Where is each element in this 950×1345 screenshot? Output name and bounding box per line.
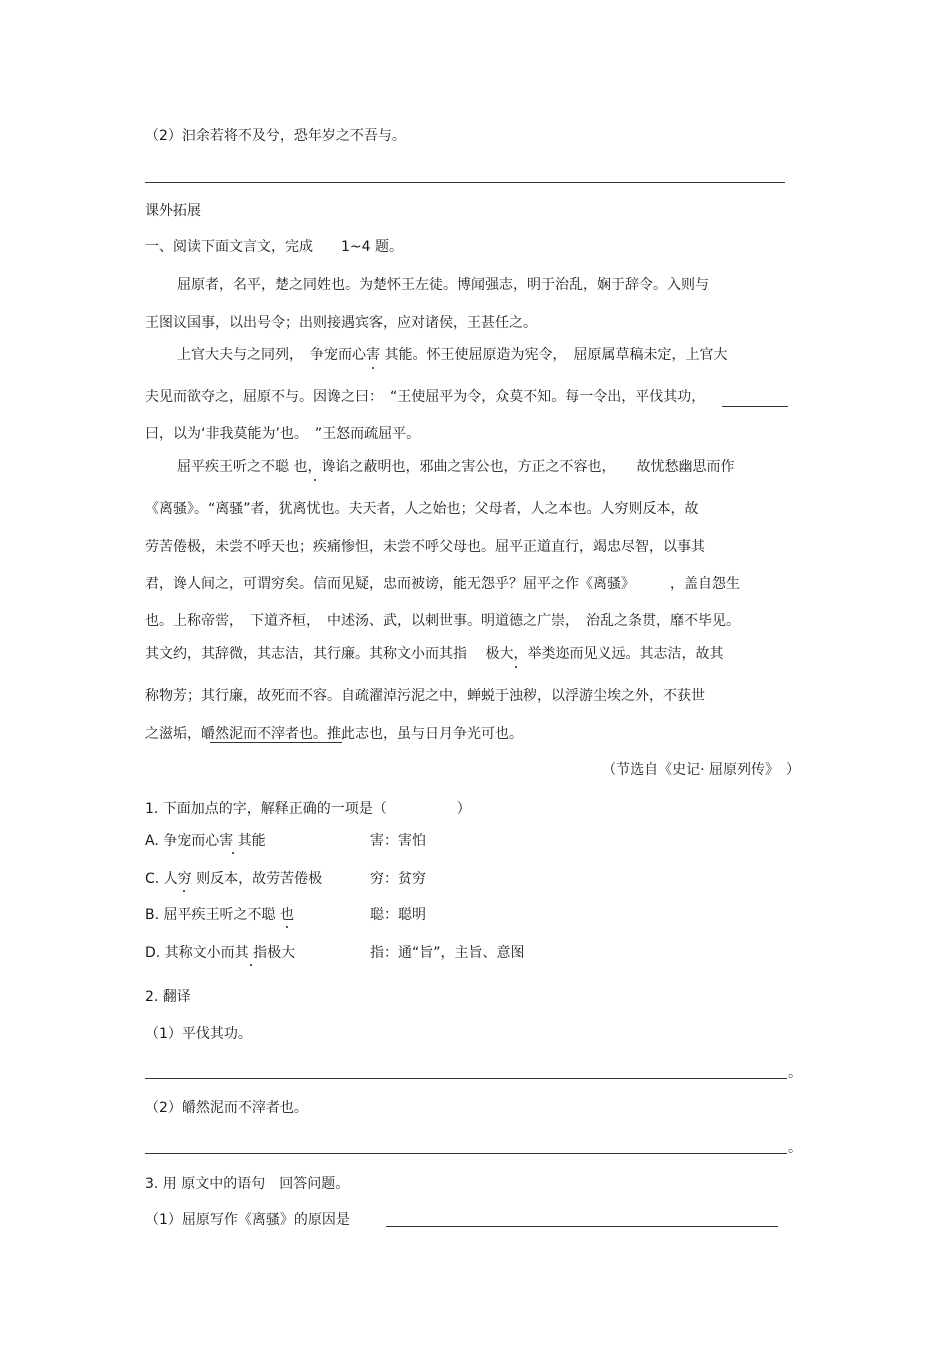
- passage-line: 屈原者，名平，楚之同姓也。为楚怀王左徒。博闻强志，明于治乱，娴于辞令。入则与: [177, 277, 709, 293]
- instruction: 一、阅读下面文言文，完成 1~4 题。: [145, 239, 403, 255]
- end-mark: 。: [788, 1140, 802, 1156]
- passage-line: 之滋垢，皭然泥而不滓者也。推此志也，虽与日月争光可也。: [145, 726, 523, 742]
- q3-item-1: （1）屈原写作《离骚》的原因是: [145, 1212, 350, 1228]
- emphasis-dot: [183, 890, 185, 892]
- passage-line: 称物芳；其行廉，故死而不容。自疏濯淖污泥之中，蝉蜕于浊秽，以浮游尘埃之外，不获世: [145, 688, 705, 704]
- top-question: （2）汩余若将不及兮，恐年岁之不吾与。: [145, 128, 406, 144]
- emphasis-dot: [314, 479, 316, 481]
- passage-line: 劳苦倦极，未尝不呼天也；疾痛惨怛，未尝不呼父母也。屈平正道直行，竭忠尽智，以事其: [145, 539, 705, 555]
- passage-line: 夫见而欲夺之，屈原不与。因谗之曰： “王使屈平为令，众莫不知。每一令出，平伐其功，: [145, 389, 706, 405]
- q1-option-b-gloss: 聪：聪明: [370, 907, 426, 923]
- passage-line: 其文约，其辞微，其志洁，其行廉。其称文小而其指 极大，举类迩而见义远。其志洁，故其: [145, 646, 724, 662]
- q1-option-d-gloss: 指：通“旨”，主旨、意图: [370, 945, 525, 961]
- answer-line: [386, 1226, 778, 1227]
- q1-option-a-gloss: 害：害怕: [370, 833, 426, 849]
- emphasis-dot: [515, 666, 517, 668]
- section-title: 课外拓展: [145, 203, 201, 219]
- answer-line: [145, 1153, 787, 1154]
- passage-line: 屈平疾王听之不聪 也，谗谄之蔽明也，邪曲之害公也，方正之不容也， 故忧愁幽思而作: [177, 459, 735, 475]
- emphasis-dot: [250, 964, 252, 966]
- q1-option-d: D. 其称文小而其 指极大: [145, 945, 296, 961]
- q2-item-2: （2）皭然泥而不滓者也。: [145, 1100, 308, 1116]
- emphasis-dot: [286, 926, 288, 928]
- q3-stem: 3. 用 原文中的语句 回答问题。: [145, 1176, 350, 1192]
- passage-line: 君，谗人间之，可谓穷矣。信而见疑，忠而被谤，能无怨乎？屈平之作《离骚》 ，盖自怨生: [145, 576, 740, 592]
- q1-option-c-gloss: 穷：贫穷: [370, 871, 426, 887]
- passage-line: 上官大夫与之同列， 争宠而心害 其能。怀王使屈原造为宪令， 屈原属草稿未定，上官大: [177, 347, 728, 363]
- passage-line: 曰，以为‘非我莫能为’也。 ”王怒而疏屈平。: [145, 426, 421, 442]
- q1-option-b: B. 屈平疾王听之不聪 也: [145, 907, 294, 923]
- passage-line: 《离骚》。“离骚”者，犹离忧也。夫天者，人之始也；父母者，人之本也。人穷则反本，故: [145, 501, 699, 517]
- passage-line: 也。上称帝喾， 下道齐桓， 中述汤、武，以刺世事。明道德之广崇， 治乱之条贯，靡不毕见。: [145, 613, 740, 629]
- q2-stem: 2. 翻译: [145, 989, 191, 1005]
- q1-stem: 1. 下面加点的字，解释正确的一项是（ ）: [145, 801, 471, 817]
- q1-option-c: C. 人穷 则反本，故劳苦倦极: [145, 871, 323, 887]
- end-mark: 。: [788, 1065, 802, 1081]
- q2-item-1: （1）平伐其功。: [145, 1026, 252, 1042]
- underline-mark: [722, 406, 788, 407]
- answer-line: [145, 182, 785, 183]
- passage-line: 王图议国事，以出号令；出则接遇宾客，应对诸侯，王甚任之。: [145, 315, 537, 331]
- answer-line: [145, 1078, 787, 1079]
- q1-option-a: A. 争宠而心害 其能: [145, 833, 266, 849]
- emphasis-dot: [232, 852, 234, 854]
- underline-mark: [210, 742, 342, 743]
- emphasis-dot: [372, 367, 374, 369]
- source-citation: （节选自《史记· 屈原列传》 ）: [602, 762, 800, 778]
